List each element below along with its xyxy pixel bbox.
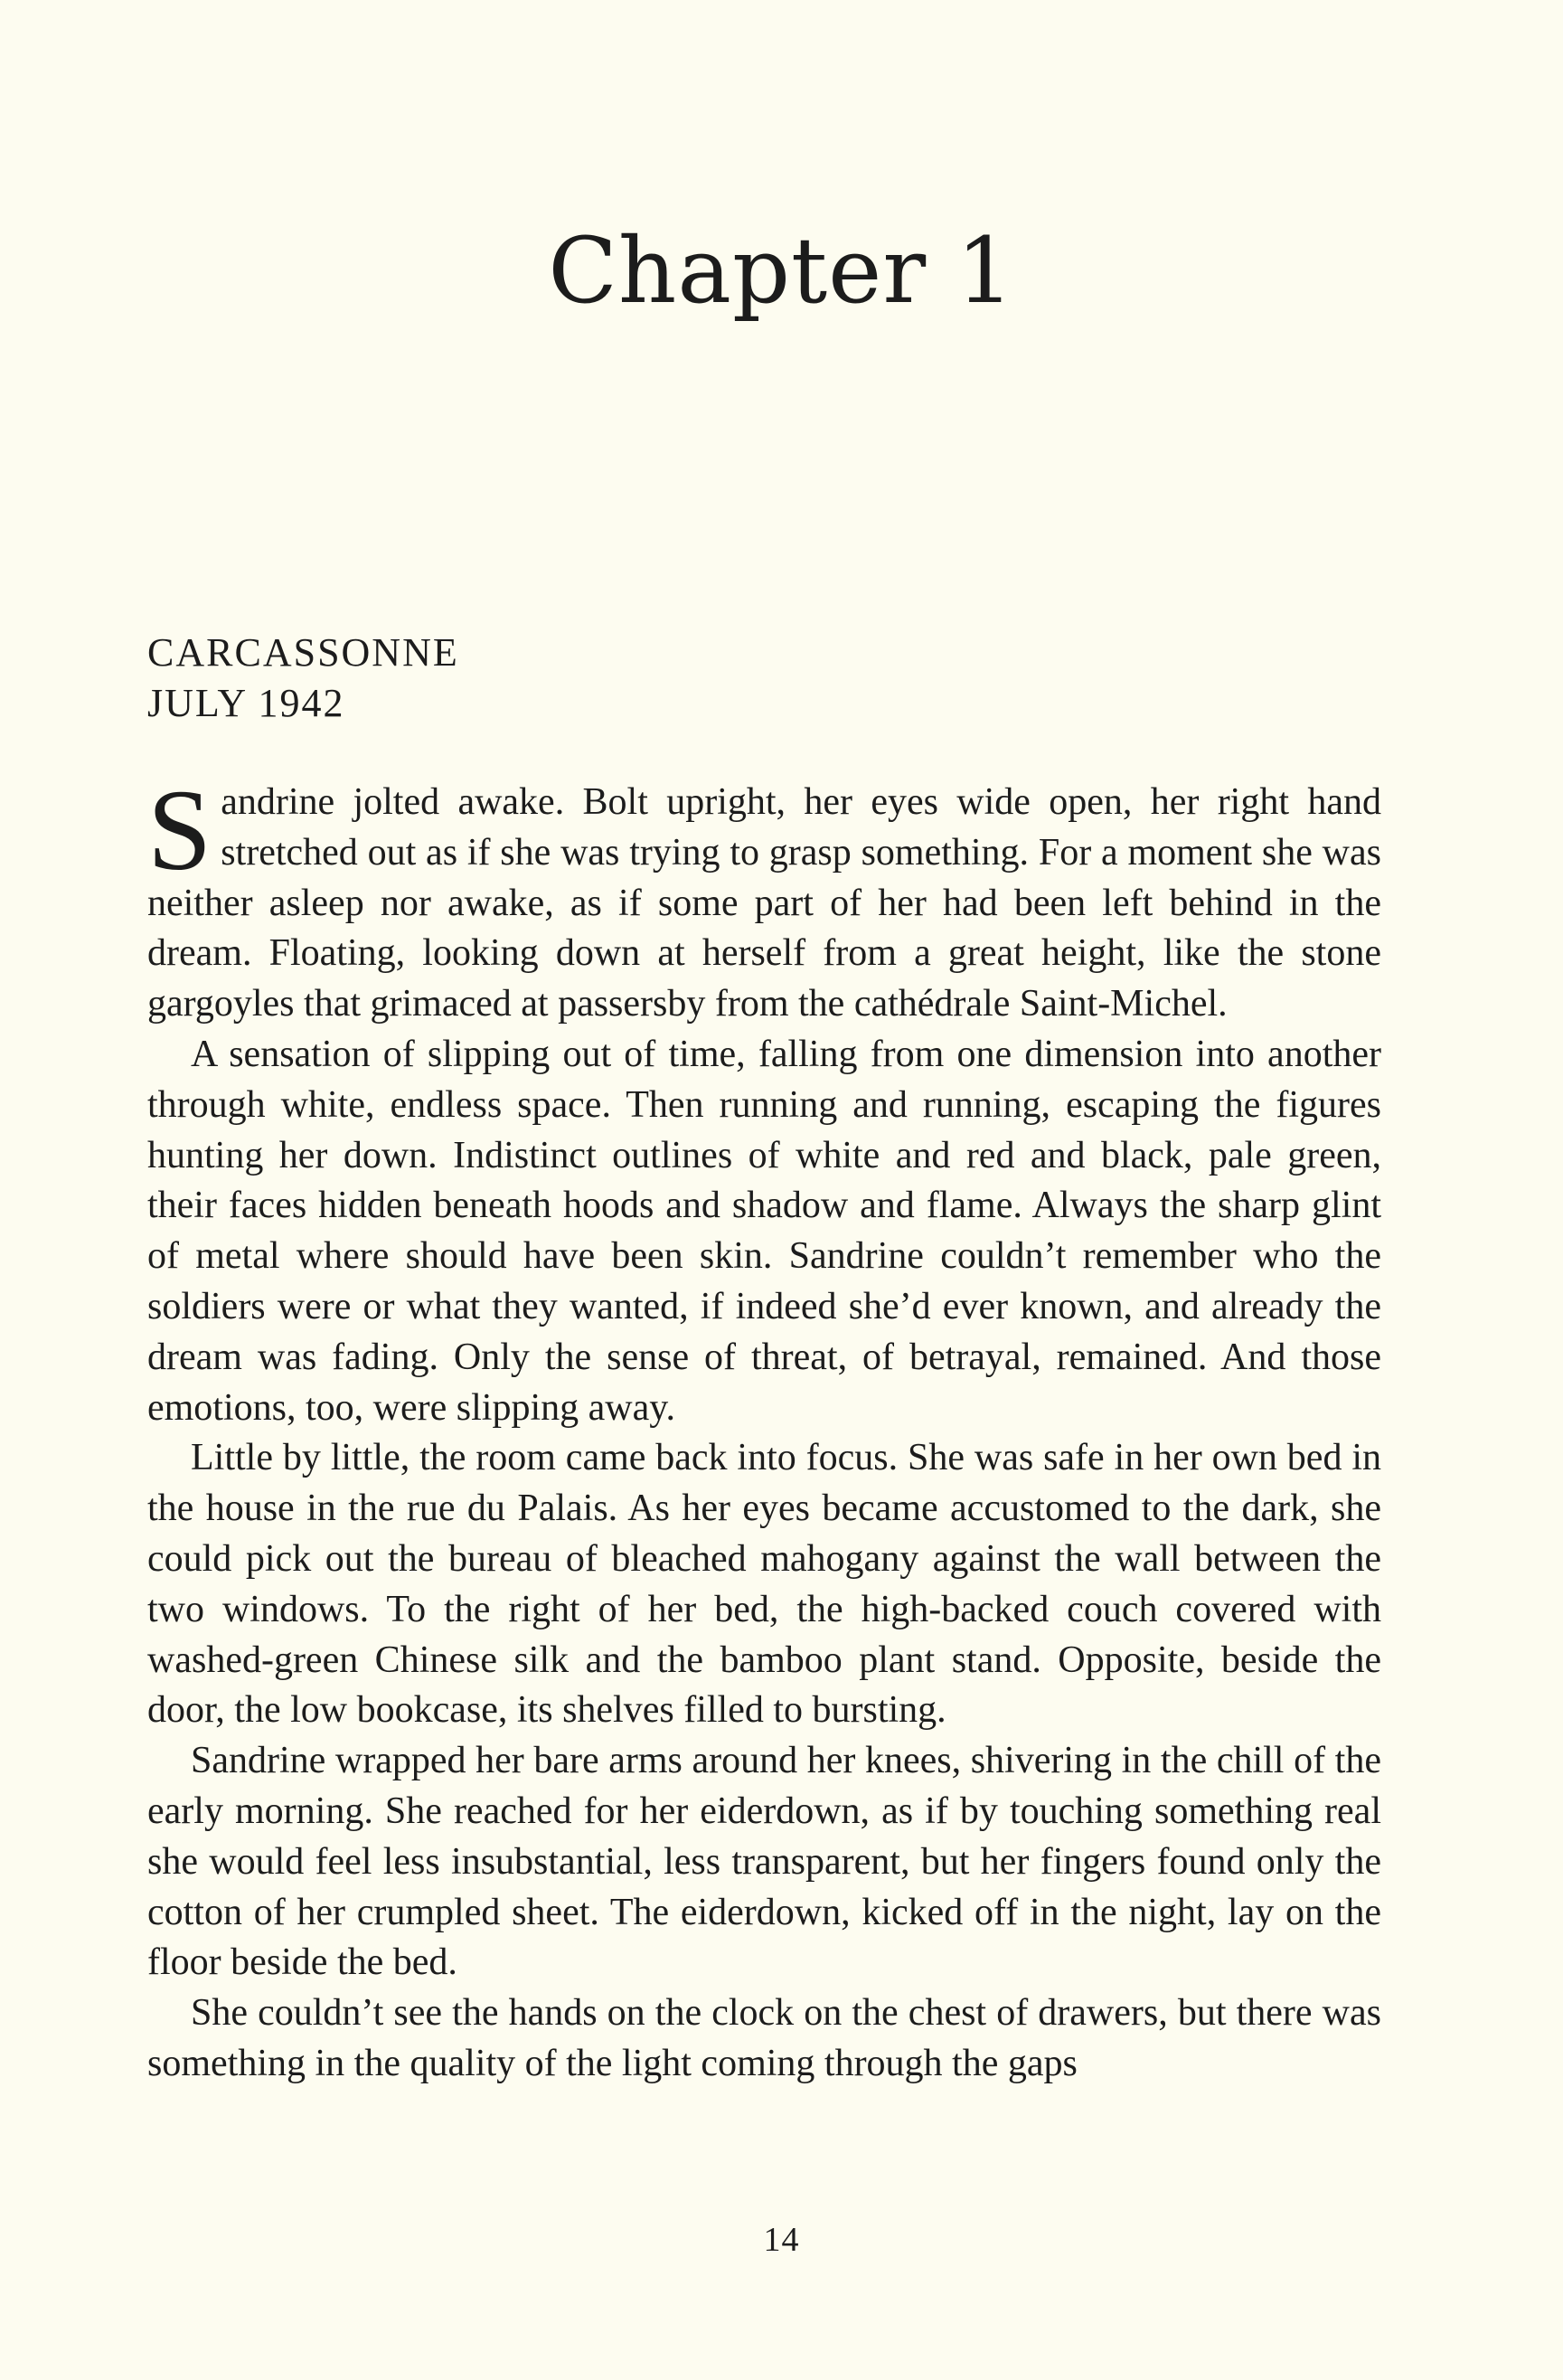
paragraph: She couldn’t see the hands on the clock on the chest of drawers, but there was something in the quality of the light coming through the gaps	[147, 1992, 1381, 2084]
drop-cap: S	[147, 766, 212, 894]
heading-date: JULY 1942	[147, 681, 345, 725]
paragraph: A sensation of slipping out of time, falling from one dimension into another through white, endless space. Then running and running, escaping the figures hunting her down. Indistinct outlines of white and red and black, pale green, their faces hidden beneath hoods and shadow and flame. Always the sharp glint of metal where should have been skin. Sandrine couldn’t remember who the soldiers were or what they wanted, if indeed she’d ever known, and already the dream was fading. Only the sense of threat, of betrayal, remained. And those emotions, too, were slipping away.	[147, 1033, 1381, 1429]
paragraph: Little by little, the room came back into focus. She was safe in her own bed in the house in the rue du Palais. As her eyes became accustomed to the dark, she could pick out the bureau of bleached mahogany against the wall between the two windows. To the right of her bed, the high-backed couch covered with washed-green Chinese silk and the bamboo plant stand. Opposite, beside the door, the low bookcase, its shelves filled to bursting.	[147, 1437, 1381, 1732]
page-number: 14	[763, 2221, 800, 2259]
chapter-title: Chapter 1	[548, 218, 1015, 324]
paragraph	[147, 766, 1381, 1030]
body-text	[147, 766, 1381, 2090]
paragraph: Sandrine wrapped her bare arms around her knees, shivering in the chill of the early morning. She reached for her eiderdown, as if by touching something real she would feel less insubstantial, less transparent, but her fingers found only the cotton of her crumpled sheet. The eiderdown, kicked off in the night, lay on the floor beside the bed.	[147, 1740, 1381, 1984]
heading-place: CARCASSONNE	[147, 630, 459, 675]
paragraph-text: andrine jolted awake. Bolt upright, her eyes wide open, her right hand stretched out as if she was trying to grasp something. For a moment she was neither asleep nor awake, as if some part of her had been left behind in the dream. Floating, looking down at herself from a great height, like the stone gargoyles that grimaced at passersby from the cathédrale Saint-Michel.	[147, 781, 1381, 1025]
section-heading	[147, 628, 459, 729]
